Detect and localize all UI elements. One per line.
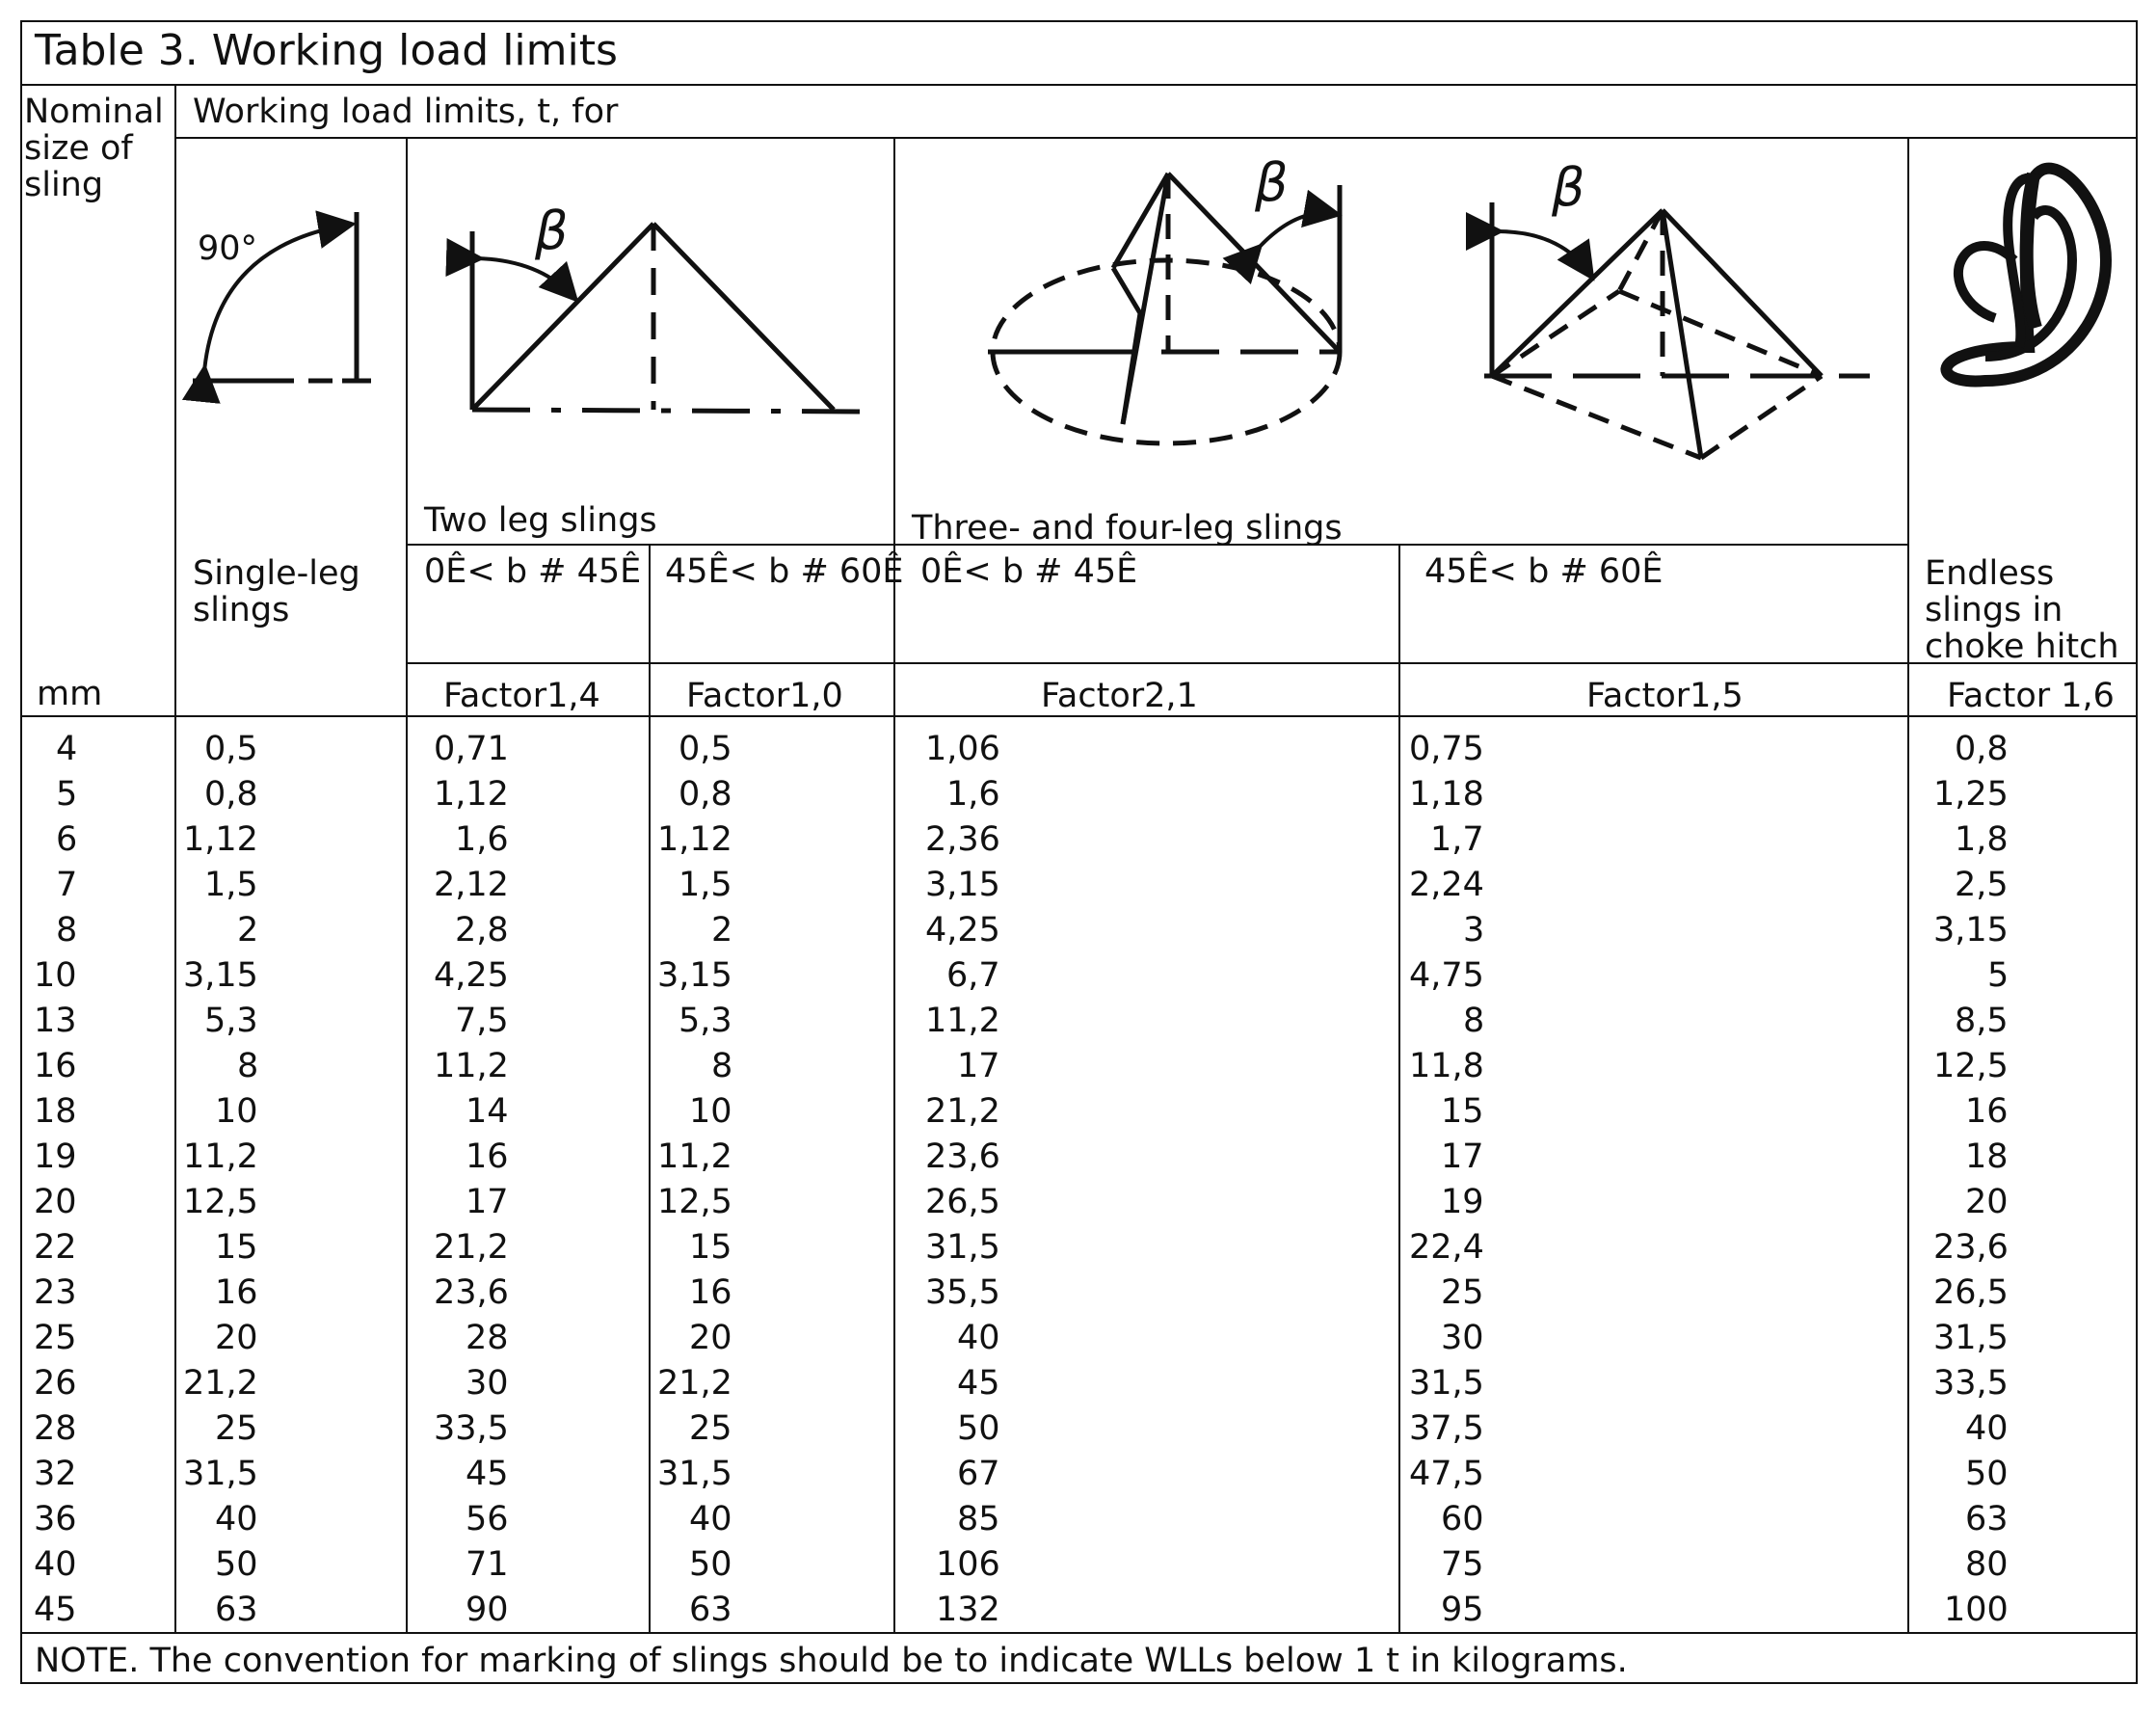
table-cell: 2 — [711, 911, 733, 950]
table-cell: 35,5 — [925, 1273, 1000, 1312]
table-cell: 12,5 — [183, 1183, 258, 1221]
table-cell: 25 — [34, 1319, 77, 1357]
table-cell: 45 — [957, 1364, 1000, 1403]
table-cell: 32 — [34, 1455, 77, 1493]
endless-sling-label: Endless — [1925, 554, 2055, 593]
table-cell: 36 — [34, 1500, 77, 1538]
table-cell: 19 — [1441, 1183, 1484, 1221]
table-cell: 31,5 — [1409, 1364, 1484, 1403]
table-cell: 33,5 — [1933, 1364, 2009, 1403]
table-cell: 40 — [1965, 1409, 2009, 1448]
table-cell: 1,12 — [657, 820, 732, 859]
table-cell: 37,5 — [1409, 1409, 1484, 1448]
table-cell: 15 — [215, 1228, 258, 1267]
table-cell: 33,5 — [434, 1409, 509, 1448]
table-cell: 6 — [56, 820, 78, 859]
table-cell: 0,8 — [1955, 730, 2009, 768]
table-cell: 31,5 — [657, 1455, 732, 1493]
table-cell: 18 — [34, 1092, 77, 1131]
table-cell: 12,5 — [1933, 1047, 2009, 1085]
table-cell: 1,06 — [925, 730, 1000, 768]
two-leg-label: Two leg slings — [424, 501, 657, 540]
table-cell: 15 — [1441, 1092, 1484, 1131]
table-cell: 8 — [1463, 1002, 1485, 1040]
table-cell: 8 — [237, 1047, 259, 1085]
table-cell: 1,7 — [1430, 820, 1484, 859]
table-cell: 0,5 — [204, 730, 258, 768]
table-cell: 20 — [689, 1319, 732, 1357]
table-cell: 6,7 — [946, 956, 1000, 995]
table-cell: 10 — [215, 1092, 258, 1131]
table-cell: 8 — [56, 911, 78, 950]
single-leg-label: Single-leg — [193, 554, 360, 593]
table-cell: 25 — [1441, 1273, 1484, 1312]
table-cell: 2 — [237, 911, 259, 950]
nominal-size-label: sling — [24, 166, 104, 204]
table-cell: 75 — [1441, 1545, 1484, 1584]
table-cell: 19 — [34, 1137, 77, 1176]
table-cell: 100 — [1944, 1591, 2009, 1629]
table-cell: 26,5 — [1933, 1273, 2009, 1312]
table-cell: 67 — [957, 1455, 1000, 1493]
angle-range-label: 45Ê< b # 60Ê — [1424, 552, 1664, 591]
table-cell: 8,5 — [1955, 1002, 2009, 1040]
table-cell: 14 — [466, 1092, 509, 1131]
table-cell: 4,25 — [434, 956, 509, 995]
table-cell: 11,2 — [925, 1002, 1000, 1040]
table-cell: 3,15 — [657, 956, 732, 995]
table-cell: 5,3 — [204, 1002, 258, 1040]
angle-90-label: 90° — [198, 229, 258, 268]
table-cell: 21,2 — [657, 1364, 732, 1403]
table-cell: 11,8 — [1409, 1047, 1484, 1085]
table-cell: 23,6 — [925, 1137, 1000, 1176]
table-cell: 16 — [466, 1137, 509, 1176]
table-cell: 0,75 — [1409, 730, 1484, 768]
table-cell: 2,8 — [455, 911, 509, 950]
endless-sling-label: choke hitch — [1925, 628, 2119, 666]
table-cell: 16 — [1965, 1092, 2009, 1131]
table-cell: 15 — [689, 1228, 732, 1267]
table-cell: 1,25 — [1933, 775, 2009, 814]
table-cell: 4,75 — [1409, 956, 1484, 995]
table-cell: 1,5 — [204, 866, 258, 904]
beta-angle-label: β — [535, 201, 569, 261]
table-cell: 23,6 — [1933, 1228, 2009, 1267]
table-cell: 17 — [466, 1183, 509, 1221]
table-cell: 1,8 — [1955, 820, 2009, 859]
factor-label: Factor 1,6 — [1947, 677, 2115, 715]
table-cell: 63 — [689, 1591, 732, 1629]
endless-sling-label: slings in — [1925, 591, 2063, 629]
table-cell: 31,5 — [183, 1455, 258, 1493]
table-cell: 3,15 — [1933, 911, 2009, 950]
table-cell: 3,15 — [925, 866, 1000, 904]
table-cell: 22,4 — [1409, 1228, 1484, 1267]
table-cell: 50 — [957, 1409, 1000, 1448]
table-cell: 17 — [957, 1047, 1000, 1085]
table-cell: 11,2 — [434, 1047, 509, 1085]
table-cell: 71 — [466, 1545, 509, 1584]
table-cell: 40 — [689, 1500, 732, 1538]
angle-range-label: 0Ê< b # 45Ê — [424, 552, 642, 591]
table-cell: 2,24 — [1409, 866, 1484, 904]
table-cell: 28 — [34, 1409, 77, 1448]
table-cell: 5 — [1987, 956, 2010, 995]
choke-hitch-diagram — [1946, 169, 2106, 382]
table-cell: 1,18 — [1409, 775, 1484, 814]
four-leg-diagram — [1484, 202, 1870, 458]
table-cell: 132 — [936, 1591, 1000, 1629]
table-cell: 50 — [1965, 1455, 2009, 1493]
angle-range-label: 45Ê< b # 60Ê — [665, 552, 904, 591]
table-cell: 16 — [215, 1273, 258, 1312]
table-cell: 63 — [1965, 1500, 2009, 1538]
table-cell: 56 — [466, 1500, 509, 1538]
beta-angle-label: β — [1255, 152, 1289, 213]
table-cell: 4,25 — [925, 911, 1000, 950]
table-cell: 95 — [1441, 1591, 1484, 1629]
table-note: NOTE. The convention for marking of slings should be to indicate WLLs below 1 t in kilograms. — [35, 1642, 1628, 1680]
nominal-size-label: Nominal — [24, 93, 164, 131]
table-cell: 21,2 — [434, 1228, 509, 1267]
three-leg-diagram — [988, 174, 1340, 443]
table-cell: 10 — [689, 1092, 732, 1131]
table-cell: 11,2 — [657, 1137, 732, 1176]
table-cell: 31,5 — [925, 1228, 1000, 1267]
table-cell: 1,6 — [946, 775, 1000, 814]
table-cell: 4 — [56, 730, 78, 768]
table-cell: 5 — [56, 775, 78, 814]
table-cell: 90 — [466, 1591, 509, 1629]
table-cell: 50 — [689, 1545, 732, 1584]
beta-angle-label: β — [1552, 157, 1585, 218]
table-cell: 13 — [34, 1002, 77, 1040]
table-cell: 18 — [1965, 1137, 2009, 1176]
table-cell: 45 — [34, 1591, 77, 1629]
table-cell: 21,2 — [183, 1364, 258, 1403]
table-cell: 1,12 — [183, 820, 258, 859]
wll-header: Working load limits, t, for — [193, 93, 619, 131]
table-cell: 7,5 — [455, 1002, 509, 1040]
factor-label: Factor2,1 — [1041, 677, 1198, 715]
table-cell: 26 — [34, 1364, 77, 1403]
table-cell: 21,2 — [925, 1092, 1000, 1131]
table-cell: 0,71 — [434, 730, 509, 768]
table-cell: 1,12 — [434, 775, 509, 814]
table-cell: 12,5 — [657, 1183, 732, 1221]
table-cell: 0,8 — [679, 775, 732, 814]
table-cell: 85 — [957, 1500, 1000, 1538]
table-cell: 80 — [1965, 1545, 2009, 1584]
table-cell: 10 — [34, 956, 77, 995]
table-cell: 0,8 — [204, 775, 258, 814]
table-cell: 2,36 — [925, 820, 1000, 859]
table-cell: 40 — [215, 1500, 258, 1538]
table-cell: 30 — [1441, 1319, 1484, 1357]
factor-label: Factor1,4 — [443, 677, 600, 715]
table-cell: 30 — [466, 1364, 509, 1403]
unit-mm-label: mm — [37, 675, 103, 713]
table-cell: 23,6 — [434, 1273, 509, 1312]
table-cell: 3,15 — [183, 956, 258, 995]
table-cell: 47,5 — [1409, 1455, 1484, 1493]
table-cell: 60 — [1441, 1500, 1484, 1538]
table-cell: 22 — [34, 1228, 77, 1267]
table-cell: 25 — [689, 1409, 732, 1448]
table-cell: 1,5 — [679, 866, 732, 904]
table-cell: 40 — [34, 1545, 77, 1584]
table-cell: 5,3 — [679, 1002, 732, 1040]
table-cell: 3 — [1463, 911, 1485, 950]
table-cell: 2,12 — [434, 866, 509, 904]
table-cell: 20 — [34, 1183, 77, 1221]
two-leg-diagram — [472, 224, 867, 412]
table-cell: 17 — [1441, 1137, 1484, 1176]
table-cell: 20 — [1965, 1183, 2009, 1221]
table-cell: 7 — [56, 866, 78, 904]
factor-label: Factor1,0 — [686, 677, 843, 715]
table-cell: 16 — [689, 1273, 732, 1312]
page-title: Table 3. Working load limits — [35, 26, 618, 75]
table-cell: 50 — [215, 1545, 258, 1584]
table-cell: 11,2 — [183, 1137, 258, 1176]
table-cell: 16 — [34, 1047, 77, 1085]
factor-label: Factor1,5 — [1586, 677, 1743, 715]
table-cell: 25 — [215, 1409, 258, 1448]
angle-range-label: 0Ê< b # 45Ê — [920, 552, 1138, 591]
table-cell: 8 — [711, 1047, 733, 1085]
table-cell: 63 — [215, 1591, 258, 1629]
table-cell: 40 — [957, 1319, 1000, 1357]
single-leg-label: slings — [193, 591, 290, 629]
table-cell: 1,6 — [455, 820, 509, 859]
table-cell: 106 — [936, 1545, 1000, 1584]
table-cell: 31,5 — [1933, 1319, 2009, 1357]
table-cell: 20 — [215, 1319, 258, 1357]
table-cell: 26,5 — [925, 1183, 1000, 1221]
table-cell: 23 — [34, 1273, 77, 1312]
table-cell: 0,5 — [679, 730, 732, 768]
table-cell: 45 — [466, 1455, 509, 1493]
three-four-leg-label: Three- and four-leg slings — [912, 509, 1343, 548]
nominal-size-label: size of — [24, 129, 133, 168]
table-cell: 28 — [466, 1319, 509, 1357]
table-cell: 2,5 — [1955, 866, 2009, 904]
